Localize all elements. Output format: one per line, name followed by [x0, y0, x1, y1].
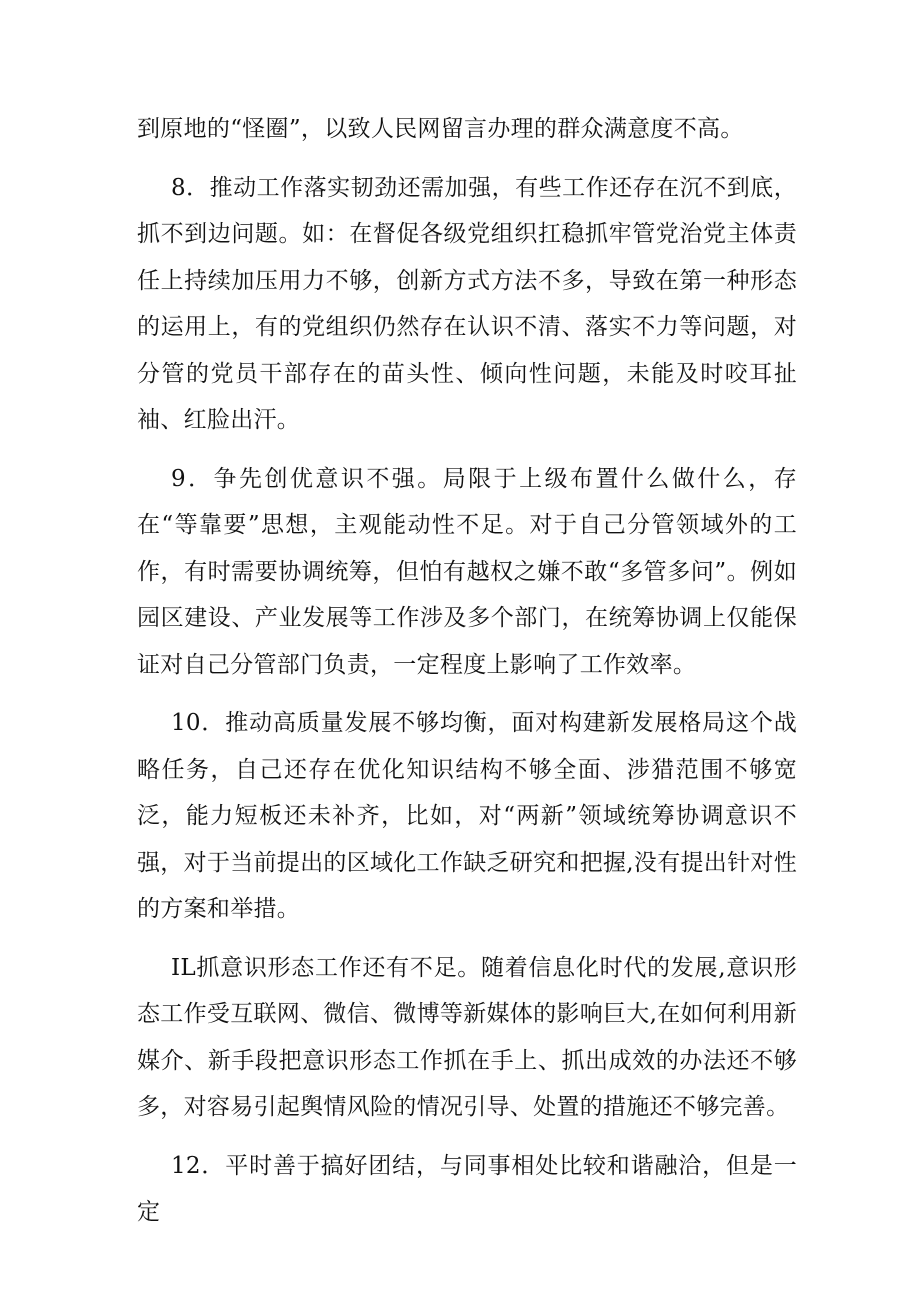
document-body: [137, 106, 797, 1248]
paragraph-item-8: 8．推动工作落实韧劲还需加强，有些工作还存在沉不到底，抓不到边问题。如：在督促各级党组织扛稳抓牢管党治党主体责任上持续加压用力不够，创新方式方法不多，导致在第一种形态的运用上，有的党组织仍然存在认识不清、落实不力等问题，对分管的党员干部存在的苗头性、倾向性问题，未能及时咬耳扯袖、红脸出汗。: [137, 174, 797, 433]
paragraph-continuation: 到原地的“怪圈”，以致人民网留言办理的群众满意度不高。: [137, 116, 744, 142]
paragraph-item-11: IL抓意识形态工作还有不足。随着信息化时代的发展,意识形态工作受互联网、微信、微博等新媒体的影响巨大,在如何利用新媒介、新手段把意识形态工作抓在手上、抓出成效的办法还不够多，对容易引起舆情风险的情况引导、处置的措施还不够完善。: [137, 954, 798, 1120]
paragraph-item-9: 9．争先创优意识不强。局限于上级布置什么做什么，存在“等靠要”思想，主观能动性不足。对于自己分管领域外的工作，有时需要协调统筹，但怕有越权之嫌不敢“多管多问”。例如园区建设、产业发展等工作涉及多个部门，在统筹协调上仅能保证对自己分管部门负责，一定程度上影响了工作效率。: [137, 465, 797, 678]
paragraph-item-12: 12．平时善于搞好团结，与同事相处比较和谐融洽，但是一定: [137, 1152, 797, 1225]
paragraph-item-10: 10．推动高质量发展不够均衡，面对构建新发展格局这个战略任务，自己还存在优化知识结构不够全面、涉猎范围不够宽泛，能力短板还未补齐，比如，对“两新”领域统筹协调意识不强，对于当前提出的区域化工作缺乏研究和把握,没有提出针对性的方案和举措。: [137, 710, 798, 922]
